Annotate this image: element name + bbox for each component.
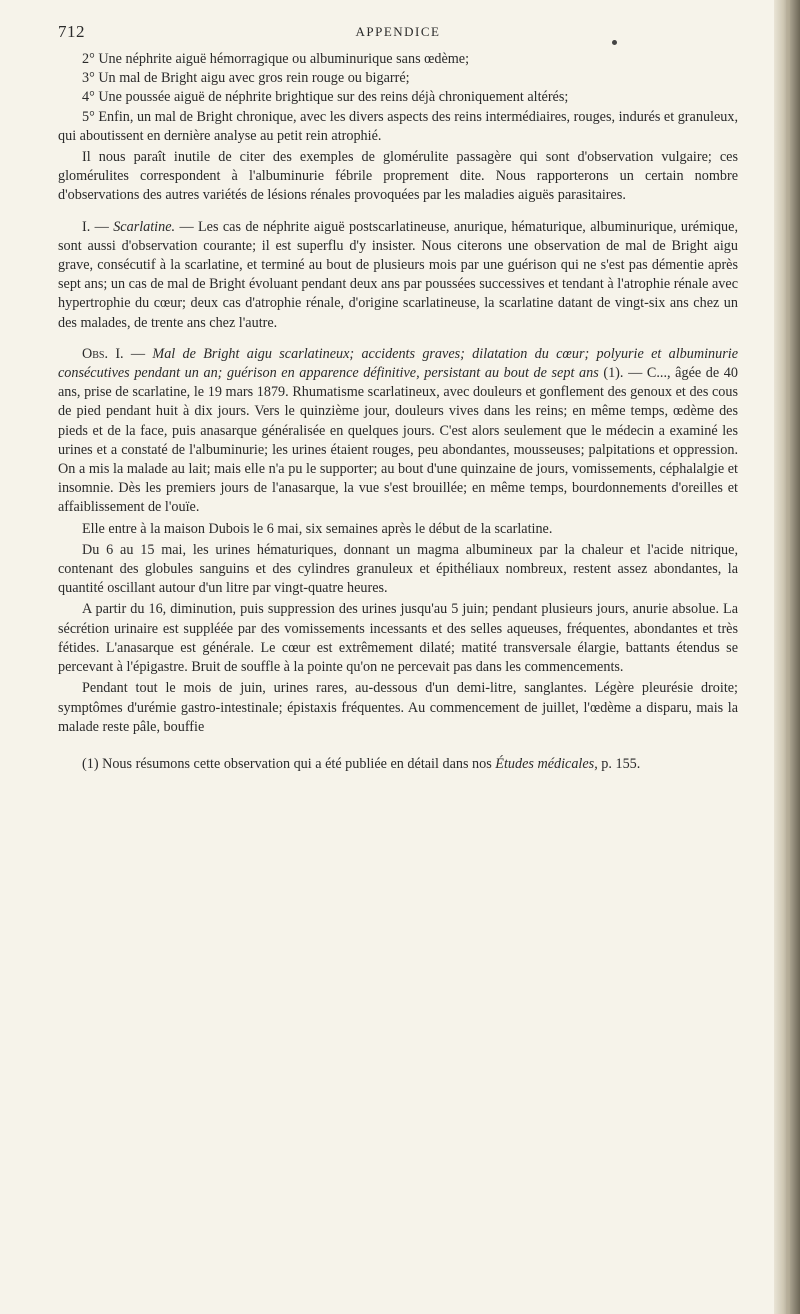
page-header	[58, 22, 738, 48]
paragraph: Elle entre à la maison Dubois le 6 mai, six semaines après le début de la scarlatine.	[82, 520, 553, 537]
list-item: 4° Une poussée aiguë de néphrite brightique sur des reins déjà chroniquement altérés;	[82, 89, 569, 106]
running-title: APPENDICE	[355, 24, 441, 39]
page-number: 712	[58, 22, 85, 41]
list-item: 5° Enfin, un mal de Bright chronique, avec les divers aspects des reins intermédiaires, rouges, indurés et granuleux, qui aboutissent en dernière analyse au petit rein atrophié.	[58, 108, 738, 144]
observation-text: (1). — C..., âgée de 40 ans, prise de scarlatine, le 19 mars 1879. Rhumatisme scarlatineux, avec douleurs et gonflement des genoux et des cous de pied pendant huit à dix jours. Vers le quinzième jour, douleurs vives dans les reins; en même temps, œdème des pieds et de la face, puis anasarque généralisée en quelques jours. C'est alors seulement que le médecin a examiné les urines et a constaté de l'albuminurie; les urines étaient rouges, peu abondantes, mousseuses; palpitations et oppression. On a mis la malade au lait; mais elle n'a pu le supporter; au bout d'une quinzaine de jours, vomissements, céphalalgie et insomnie. Dès les premiers jours de l'anasarque, la vue s'est brouillée; en même temps, bourdonnements d'oreilles et affaiblissement de l'ouïe.	[58, 365, 738, 516]
footnote-tail: , p. 155.	[594, 755, 641, 772]
observation-label: Obs. I. —	[82, 345, 153, 362]
paragraph: Du 6 au 15 mai, les urines hématuriques, donnant un magma albumineux par la chaleur et l'acide nitrique, contenant des globules sanguins et des cylindres granuleux et épithéliaux nombreux, restent assez abondantes, la quantité oscillant autour d'un litre par vingt-quatre heures.	[58, 541, 738, 597]
section-text: — Les cas de néphrite aiguë postscarlatineuse, anurique, hématurique, albuminurique, urémique, sont aussi d'observation courante; il est superflu d'y insister. Nous citerons une observation de mal de Bright aigu grave, consécutif à la scarlatine, et terminé au bout de plusieurs mois par une guérison qui ne s'est pas démentie après sept ans; un cas de mal de Bright évoluant pendant deux ans par poussées successives et tendant à l'atrophie rénale avec hypertrophie du cœur; deux cas d'atrophie rénale, d'origine scarlatineuse, la scarlatine datant de vingt-six ans chez un des malades, de trente ans chez l'autre.	[58, 218, 738, 331]
footnote	[58, 755, 738, 774]
footnote-italic: Études médicales	[495, 755, 595, 772]
section-lead: I. —	[82, 218, 114, 235]
enumerated-list	[58, 50, 738, 146]
paragraph-scarlatine	[58, 218, 738, 333]
paragraph: Pendant tout le mois de juin, urines rares, au-dessous d'un demi-litre, sanglantes. Légère pleurésie droite; symptômes d'urémie gastro-intestinale; épistaxis fréquentes. Au commencement de juillet, l'œdème a disparu, mais la malade reste pâle, bouffie	[58, 680, 738, 735]
page-content	[58, 22, 738, 774]
observation-paragraph	[58, 345, 738, 518]
footnote-lead: (1) Nous résumons cette observation qui a été publiée en détail dans nos	[82, 755, 496, 772]
section-title: Scarlatine.	[113, 218, 176, 235]
body-text	[58, 148, 738, 737]
paragraph: A partir du 16, diminution, puis suppression des urines jusqu'au 5 juin; pendant plusieurs jours, anurie absolue. La sécrétion urinaire est suppléée par des vomissements incessants et des selles aqueuses, fréquentes, abondantes et très fétides. L'anasarque est générale. Le cœur est extrêmement dilaté; matité transversale élargie, battants étendus se percevant à l'épigastre. Bruit de souffle à la pointe qu'on ne percevait pas dans les commencements.	[58, 601, 738, 676]
observation-title: Mal de Bright aigu scarlatineux; accidents graves; dilatation du cœur; polyurie et albuminurie consécutives pendant un an; guérison en apparence définitive, persistant au bout de sept ans	[58, 345, 738, 382]
paragraph-intro: Il nous paraît inutile de citer des exemples de glomérulite passagère qui sont d'observation vulgaire; ces glomérulites correspondent à l'albuminurie fébrile proprement dite. Nous rapporterons un certain nombre d'observations des autres variétés de lésions rénales provoquées par les maladies aiguës parasitaires.	[58, 149, 738, 204]
list-item: 3° Un mal de Bright aigu avec gros rein rouge ou bigarré;	[82, 70, 410, 87]
page-edge-strip	[786, 0, 790, 1314]
footnote-text	[58, 755, 738, 774]
list-item: 2° Une néphrite aiguë hémorragique ou albuminurique sans œdème;	[82, 51, 470, 67]
